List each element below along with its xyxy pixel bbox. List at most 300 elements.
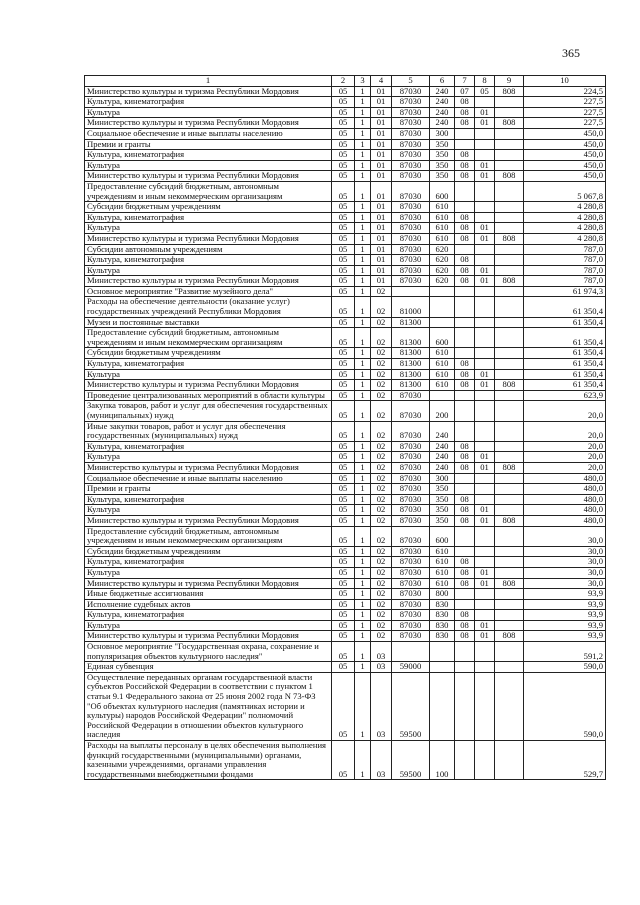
cell-subdivision <box>475 741 495 780</box>
cell-event: 02 <box>371 599 392 610</box>
cell-event: 02 <box>371 473 392 484</box>
table-row <box>85 171 606 182</box>
cell-amount: 590,0 <box>524 672 606 740</box>
cell-section: 05 <box>332 462 355 473</box>
cell-section: 05 <box>332 181 355 201</box>
cell-subdivision: 01 <box>475 223 495 234</box>
cell-amount: 93,9 <box>524 599 606 610</box>
cell-amount: 529,7 <box>524 741 606 780</box>
cell-target: 87030 <box>392 557 430 568</box>
cell-ministry <box>495 369 524 380</box>
cell-section: 05 <box>332 233 355 244</box>
cell-division: 08 <box>455 567 475 578</box>
cell-ministry <box>495 567 524 578</box>
cell-target: 87030 <box>392 118 430 129</box>
cell-amount: 787,0 <box>524 276 606 287</box>
cell-target: 81000 <box>392 297 430 317</box>
cell-ministry <box>495 97 524 108</box>
cell-subprogram: 1 <box>355 86 371 97</box>
cell-section: 05 <box>332 599 355 610</box>
cell-event: 01 <box>371 212 392 223</box>
cell-subprogram: 1 <box>355 672 371 740</box>
cell-subprogram: 1 <box>355 171 371 182</box>
cell-target: 87030 <box>392 484 430 495</box>
cell-name: Министерство культуры и туризма Республики Мордовия <box>85 276 332 287</box>
table-row <box>85 610 606 621</box>
cell-section: 05 <box>332 589 355 600</box>
cell-section: 05 <box>332 610 355 621</box>
cell-expense-type: 610 <box>430 202 455 213</box>
cell-amount: 30,0 <box>524 546 606 557</box>
cell-expense-type: 610 <box>430 223 455 234</box>
cell-name: Единая субвенция <box>85 662 332 673</box>
cell-expense-type: 610 <box>430 380 455 391</box>
cell-subdivision <box>475 244 495 255</box>
cell-event: 02 <box>371 578 392 589</box>
cell-amount: 450,0 <box>524 128 606 139</box>
cell-name: Культура <box>85 107 332 118</box>
cell-ministry <box>495 526 524 546</box>
cell-subdivision <box>475 202 495 213</box>
cell-division: 08 <box>455 118 475 129</box>
cell-target: 87030 <box>392 244 430 255</box>
cell-ministry <box>495 328 524 348</box>
cell-section: 05 <box>332 484 355 495</box>
cell-section: 05 <box>332 255 355 266</box>
cell-section: 05 <box>332 505 355 516</box>
header-cell: 3 <box>355 76 371 87</box>
cell-subprogram: 1 <box>355 128 371 139</box>
cell-expense-type: 830 <box>430 610 455 621</box>
cell-subprogram: 1 <box>355 118 371 129</box>
table-body <box>85 86 606 780</box>
cell-section: 05 <box>332 97 355 108</box>
cell-section: 05 <box>332 160 355 171</box>
cell-target: 81300 <box>392 380 430 391</box>
cell-subprogram: 1 <box>355 662 371 673</box>
cell-target: 87030 <box>392 160 430 171</box>
cell-division <box>455 244 475 255</box>
cell-section: 05 <box>332 276 355 287</box>
cell-expense-type: 240 <box>430 107 455 118</box>
cell-target: 59500 <box>392 741 430 780</box>
cell-event: 02 <box>371 380 392 391</box>
cell-subprogram: 1 <box>355 223 371 234</box>
cell-division <box>455 421 475 441</box>
cell-target: 87030 <box>392 505 430 516</box>
cell-target: 87030 <box>392 171 430 182</box>
cell-ministry: 808 <box>495 631 524 642</box>
cell-name: Премии и гранты <box>85 484 332 495</box>
cell-name: Министерство культуры и туризма Республики Мордовия <box>85 86 332 97</box>
cell-division: 08 <box>455 369 475 380</box>
cell-subdivision <box>475 212 495 223</box>
cell-subprogram: 1 <box>355 546 371 557</box>
table-row <box>85 452 606 463</box>
table-row <box>85 369 606 380</box>
header-cell: 1 <box>85 76 332 87</box>
cell-subdivision: 01 <box>475 567 495 578</box>
cell-expense-type: 240 <box>430 441 455 452</box>
cell-section: 05 <box>332 139 355 150</box>
cell-ministry <box>495 317 524 328</box>
cell-division: 08 <box>455 223 475 234</box>
cell-division <box>455 139 475 150</box>
cell-subprogram: 1 <box>355 642 371 662</box>
cell-section: 05 <box>332 515 355 526</box>
cell-amount: 590,0 <box>524 662 606 673</box>
table-row <box>85 620 606 631</box>
cell-target: 59500 <box>392 672 430 740</box>
cell-target: 81300 <box>392 328 430 348</box>
cell-expense-type: 620 <box>430 255 455 266</box>
cell-target: 81300 <box>392 369 430 380</box>
cell-division: 08 <box>455 452 475 463</box>
table-row <box>85 599 606 610</box>
cell-expense-type: 610 <box>430 557 455 568</box>
cell-division: 08 <box>455 150 475 161</box>
cell-expense-type: 610 <box>430 233 455 244</box>
cell-subprogram: 1 <box>355 610 371 621</box>
cell-event: 02 <box>371 515 392 526</box>
cell-subprogram: 1 <box>355 741 371 780</box>
cell-subdivision: 01 <box>475 118 495 129</box>
cell-subdivision: 05 <box>475 86 495 97</box>
cell-subprogram: 1 <box>355 107 371 118</box>
cell-ministry <box>495 286 524 297</box>
cell-target: 87030 <box>392 599 430 610</box>
cell-division: 08 <box>455 160 475 171</box>
cell-subprogram: 1 <box>355 421 371 441</box>
cell-name: Предоставление субсидий бюджетным, автономным учреждениям и иным некоммерческим организациям <box>85 181 332 201</box>
table-row <box>85 107 606 118</box>
cell-subdivision <box>475 473 495 484</box>
cell-subdivision <box>475 672 495 740</box>
cell-section: 05 <box>332 86 355 97</box>
page-number: 365 <box>562 46 580 60</box>
cell-target: 87030 <box>392 631 430 642</box>
cell-target: 87030 <box>392 212 430 223</box>
cell-amount: 61 350,4 <box>524 328 606 348</box>
cell-expense-type <box>430 317 455 328</box>
cell-subdivision: 01 <box>475 265 495 276</box>
cell-event: 03 <box>371 642 392 662</box>
cell-subdivision: 01 <box>475 515 495 526</box>
cell-ministry <box>495 390 524 401</box>
cell-target: 87030 <box>392 452 430 463</box>
cell-expense-type: 350 <box>430 484 455 495</box>
cell-target: 81300 <box>392 359 430 370</box>
cell-event: 02 <box>371 401 392 421</box>
cell-amount: 480,0 <box>524 484 606 495</box>
table-row <box>85 515 606 526</box>
cell-name: Субсидии бюджетным учреждениям <box>85 202 332 213</box>
cell-event: 02 <box>371 297 392 317</box>
cell-division: 08 <box>455 171 475 182</box>
cell-target: 87030 <box>392 494 430 505</box>
cell-subdivision <box>475 97 495 108</box>
cell-name: Культура, кинематография <box>85 150 332 161</box>
header-cell: 5 <box>392 76 430 87</box>
cell-subprogram: 1 <box>355 505 371 516</box>
cell-ministry <box>495 107 524 118</box>
cell-expense-type <box>430 297 455 317</box>
cell-division <box>455 662 475 673</box>
cell-amount: 623,9 <box>524 390 606 401</box>
cell-division: 08 <box>455 515 475 526</box>
cell-target: 87030 <box>392 526 430 546</box>
cell-amount: 450,0 <box>524 150 606 161</box>
table-row <box>85 662 606 673</box>
cell-amount: 93,9 <box>524 620 606 631</box>
cell-subdivision <box>475 348 495 359</box>
cell-name: Социальное обеспечение и иные выплаты населению <box>85 473 332 484</box>
table-row <box>85 286 606 297</box>
cell-name: Иные бюджетные ассигнования <box>85 589 332 600</box>
cell-name: Культура <box>85 265 332 276</box>
cell-ministry <box>495 255 524 266</box>
cell-ministry <box>495 160 524 171</box>
cell-amount: 20,0 <box>524 401 606 421</box>
cell-division: 08 <box>455 107 475 118</box>
cell-subdivision <box>475 255 495 266</box>
cell-target: 87030 <box>392 86 430 97</box>
cell-expense-type: 600 <box>430 328 455 348</box>
cell-amount: 30,0 <box>524 567 606 578</box>
cell-expense-type: 610 <box>430 567 455 578</box>
cell-section: 05 <box>332 328 355 348</box>
cell-name: Основное мероприятие "Государственная охрана, сохранение и популяризация объектов культурного наследия" <box>85 642 332 662</box>
cell-event: 02 <box>371 317 392 328</box>
cell-section: 05 <box>332 118 355 129</box>
cell-section: 05 <box>332 642 355 662</box>
cell-subdivision: 01 <box>475 233 495 244</box>
cell-section: 05 <box>332 359 355 370</box>
cell-division: 07 <box>455 86 475 97</box>
table-row <box>85 484 606 495</box>
cell-target: 87030 <box>392 255 430 266</box>
cell-name: Закупка товаров, работ и услуг для обеспечения государственных (муниципальных) нужд <box>85 401 332 421</box>
cell-subdivision <box>475 441 495 452</box>
header-cell: 7 <box>455 76 475 87</box>
cell-ministry <box>495 642 524 662</box>
cell-event: 01 <box>371 160 392 171</box>
cell-target: 87030 <box>392 441 430 452</box>
cell-section: 05 <box>332 348 355 359</box>
cell-division <box>455 526 475 546</box>
cell-event: 02 <box>371 348 392 359</box>
cell-amount: 30,0 <box>524 578 606 589</box>
cell-division <box>455 642 475 662</box>
cell-target: 87030 <box>392 515 430 526</box>
cell-amount: 227,5 <box>524 97 606 108</box>
cell-target: 87030 <box>392 97 430 108</box>
cell-division <box>455 317 475 328</box>
cell-event: 01 <box>371 107 392 118</box>
cell-expense-type: 300 <box>430 128 455 139</box>
cell-target: 87030 <box>392 107 430 118</box>
cell-ministry <box>495 484 524 495</box>
cell-event: 01 <box>371 276 392 287</box>
cell-amount: 787,0 <box>524 244 606 255</box>
table-row <box>85 317 606 328</box>
cell-target: 87030 <box>392 567 430 578</box>
cell-expense-type: 100 <box>430 741 455 780</box>
cell-subdivision <box>475 662 495 673</box>
cell-section: 05 <box>332 494 355 505</box>
cell-subprogram: 1 <box>355 286 371 297</box>
cell-amount: 480,0 <box>524 473 606 484</box>
cell-subprogram: 1 <box>355 557 371 568</box>
cell-subprogram: 1 <box>355 297 371 317</box>
table-row <box>85 86 606 97</box>
cell-section: 05 <box>332 567 355 578</box>
cell-expense-type: 830 <box>430 631 455 642</box>
cell-name: Предоставление субсидий бюджетным, автономным учреждениям и иным некоммерческим организациям <box>85 328 332 348</box>
cell-amount: 20,0 <box>524 452 606 463</box>
cell-section: 05 <box>332 317 355 328</box>
cell-event: 03 <box>371 672 392 740</box>
cell-subprogram: 1 <box>355 328 371 348</box>
cell-event: 02 <box>371 546 392 557</box>
cell-subprogram: 1 <box>355 526 371 546</box>
cell-subdivision <box>475 286 495 297</box>
cell-ministry <box>495 128 524 139</box>
cell-expense-type: 830 <box>430 599 455 610</box>
cell-amount: 20,0 <box>524 421 606 441</box>
cell-ministry <box>495 212 524 223</box>
table-row <box>85 348 606 359</box>
cell-section: 05 <box>332 297 355 317</box>
cell-name: Министерство культуры и туризма Республики Мордовия <box>85 578 332 589</box>
cell-target: 87030 <box>392 265 430 276</box>
header-cell: 6 <box>430 76 455 87</box>
cell-expense-type <box>430 672 455 740</box>
cell-amount: 480,0 <box>524 515 606 526</box>
cell-name: Культура, кинематография <box>85 359 332 370</box>
cell-target: 87030 <box>392 390 430 401</box>
cell-target: 87030 <box>392 276 430 287</box>
cell-amount: 61 350,4 <box>524 380 606 391</box>
cell-division: 08 <box>455 359 475 370</box>
cell-event: 01 <box>371 171 392 182</box>
cell-division: 08 <box>455 212 475 223</box>
cell-subprogram: 1 <box>355 462 371 473</box>
table-row <box>85 359 606 370</box>
cell-subprogram: 1 <box>355 233 371 244</box>
cell-division <box>455 286 475 297</box>
cell-subprogram: 1 <box>355 620 371 631</box>
header-cell: 8 <box>475 76 495 87</box>
cell-expense-type: 610 <box>430 212 455 223</box>
cell-name: Культура <box>85 620 332 631</box>
cell-section: 05 <box>332 171 355 182</box>
cell-target: 87030 <box>392 546 430 557</box>
cell-name: Культура, кинематография <box>85 97 332 108</box>
cell-name: Субсидии бюджетным учреждениям <box>85 546 332 557</box>
cell-name: Премии и гранты <box>85 139 332 150</box>
cell-subprogram: 1 <box>355 139 371 150</box>
table-row <box>85 390 606 401</box>
cell-event: 02 <box>371 462 392 473</box>
cell-ministry <box>495 223 524 234</box>
cell-expense-type: 830 <box>430 620 455 631</box>
budget-table <box>84 75 606 780</box>
cell-division <box>455 589 475 600</box>
cell-ministry: 808 <box>495 515 524 526</box>
table-row <box>85 202 606 213</box>
table-row <box>85 328 606 348</box>
cell-subdivision: 01 <box>475 631 495 642</box>
cell-event: 01 <box>371 150 392 161</box>
cell-expense-type: 300 <box>430 473 455 484</box>
table-row <box>85 631 606 642</box>
cell-subdivision <box>475 181 495 201</box>
cell-target: 87030 <box>392 181 430 201</box>
cell-expense-type: 350 <box>430 150 455 161</box>
cell-division <box>455 546 475 557</box>
cell-expense-type: 600 <box>430 181 455 201</box>
cell-ministry <box>495 473 524 484</box>
cell-section: 05 <box>332 128 355 139</box>
cell-division: 08 <box>455 578 475 589</box>
cell-name: Осуществление переданных органам государственной власти субъектов Российской Федерации в соответствии с пунктом 1 статьи 9.1 Федерального закона от 25 июня 2002 года N 73-ФЗ "Об объектах культурного наследия (памятниках истории и культуры) народов Российской Федерации" полномочий Российской Федерации в отношении объектов культурного наследия <box>85 672 332 740</box>
cell-expense-type <box>430 286 455 297</box>
cell-name: Культура <box>85 369 332 380</box>
cell-amount: 480,0 <box>524 505 606 516</box>
cell-section: 05 <box>332 672 355 740</box>
cell-amount: 61 350,4 <box>524 297 606 317</box>
cell-subdivision <box>475 139 495 150</box>
cell-target <box>392 286 430 297</box>
header-cell: 4 <box>371 76 392 87</box>
cell-amount: 20,0 <box>524 462 606 473</box>
cell-section: 05 <box>332 578 355 589</box>
cell-name: Культура <box>85 160 332 171</box>
cell-section: 05 <box>332 212 355 223</box>
cell-section: 05 <box>332 421 355 441</box>
table-row <box>85 578 606 589</box>
cell-section: 05 <box>332 401 355 421</box>
cell-expense-type: 600 <box>430 526 455 546</box>
cell-name: Культура <box>85 223 332 234</box>
cell-event: 02 <box>371 441 392 452</box>
cell-section: 05 <box>332 390 355 401</box>
cell-division: 08 <box>455 462 475 473</box>
cell-event: 02 <box>371 369 392 380</box>
cell-subprogram: 1 <box>355 380 371 391</box>
cell-ministry <box>495 244 524 255</box>
cell-division <box>455 401 475 421</box>
cell-division: 08 <box>455 265 475 276</box>
cell-section: 05 <box>332 741 355 780</box>
cell-division <box>455 202 475 213</box>
table-row <box>85 494 606 505</box>
table-row <box>85 118 606 129</box>
cell-target: 87030 <box>392 202 430 213</box>
cell-section: 05 <box>332 452 355 463</box>
cell-ministry <box>495 359 524 370</box>
cell-event: 03 <box>371 662 392 673</box>
cell-name: Министерство культуры и туризма Республики Мордовия <box>85 380 332 391</box>
cell-ministry: 808 <box>495 380 524 391</box>
table-row <box>85 160 606 171</box>
cell-event: 02 <box>371 557 392 568</box>
cell-division: 08 <box>455 557 475 568</box>
cell-subdivision <box>475 401 495 421</box>
cell-expense-type: 240 <box>430 452 455 463</box>
cell-division <box>455 348 475 359</box>
